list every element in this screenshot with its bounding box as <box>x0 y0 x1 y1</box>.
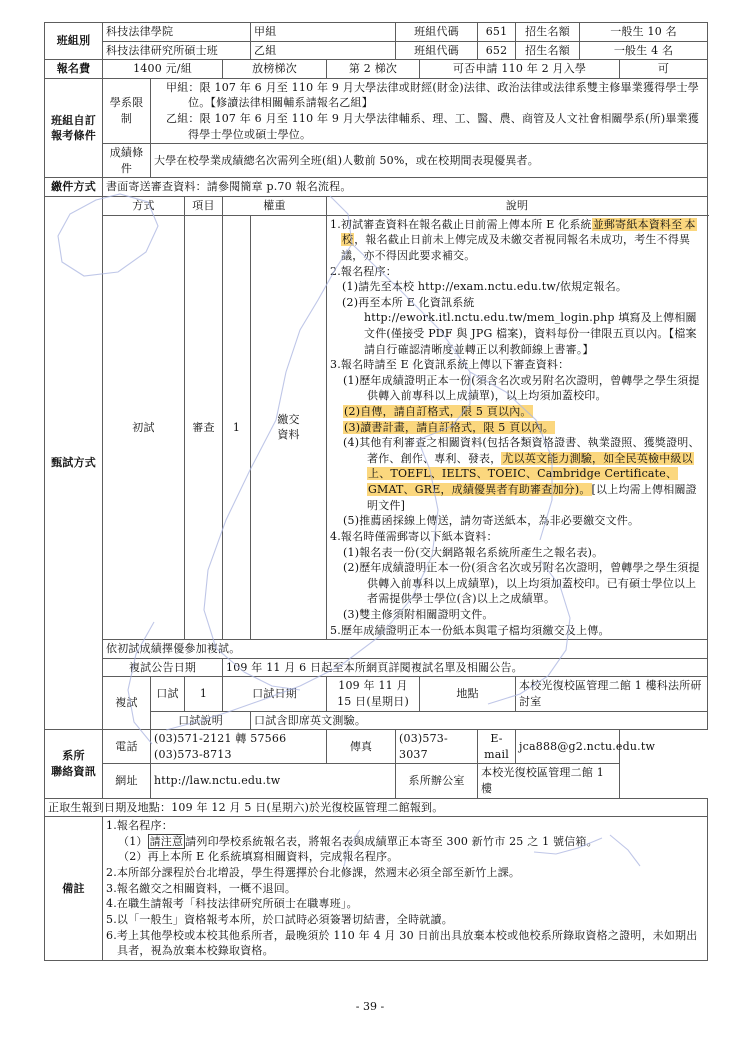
group-b-quota: 一般生 4 名 <box>580 41 708 60</box>
desc-item-3-2-text: (2)自傳，請自訂格式，限 5 頁以內。 <box>344 405 532 419</box>
label-email: E-mail <box>478 730 516 764</box>
desc-item-2-2: (2)再至本所 E 化資訊系統 http://ework.itl.nctu.edu.tw/mem_login.php 填寫及上傳相關文件(僅接受 PDF 與 JPG 檔案)，資料每份一律限五頁以內。【檔案請自行確認清晰度並轉正以利教師線上書審。】 <box>342 295 697 356</box>
label-website: 網址 <box>103 764 151 798</box>
label-contact-info-line1: 系所 <box>62 749 85 763</box>
desc-item-3-1: (1)歷年成績證明正本一份(須含名次或另附名次證明，曾轉學之學生須提供轉入前專科以上成績單)，以上均須加蓋校印。 <box>343 373 700 403</box>
grade-condition-value: 大學在校學業成績總名次需列全班(組)人數前 50%，或在校期間表現優異者。 <box>151 144 708 178</box>
desc-item-2-1: (1)請先至本校 http://exam.nctu.edu.tw/依規定報名。 <box>342 280 628 294</box>
material-label-line1: 繳交 <box>277 412 300 426</box>
remark-item-1-2: （2）再上本所 E 化系統填寫相關資料，完成報名程序。 <box>118 850 399 864</box>
first-stage-weight: 1 <box>223 215 251 639</box>
oral-note-value: 口試含即席英文測驗。 <box>251 711 708 730</box>
desc-item-3-4-post: [以上均需上傳相關證明文件] <box>367 483 697 512</box>
page-number: - 39 - <box>355 1000 385 1013</box>
second-stage-label: 複試 <box>103 677 151 730</box>
table-row-grade-condition <box>45 144 708 178</box>
label-contact-info-line2: 聯絡資訊 <box>51 764 96 778</box>
group-b-code-label: 班組代碼 <box>396 41 478 60</box>
label-second-announce-date: 複試公告日期 <box>103 658 223 677</box>
report-date-text: 正取生報到日期及地點：109 年 12 月 5 日(星期六)於光復校區管理二館報到。 <box>45 798 708 817</box>
first-stage-item: 審查 <box>185 215 223 639</box>
header-weight: 權重 <box>223 197 327 216</box>
application-fee-value: 1400 元/組 <box>103 60 223 79</box>
table-row-group-b <box>45 41 708 60</box>
table-row-selection-headers <box>45 197 708 216</box>
label-remarks: 備註 <box>45 817 103 960</box>
remark-item-1-1 <box>106 834 704 850</box>
table-row-second-announce <box>45 658 708 677</box>
submission-method-value: 書面寄送審查資料：請參閱簡章 p.70 報名流程。 <box>103 178 708 197</box>
second-stage-place-label: 地點 <box>420 677 516 711</box>
dept-limit-group-a: 甲組：限 107 年 6 月至 110 年 9 月大學法律或財經(財金)法律、政治法律或法律系雙主修畢業獲得學士學位。【修讀法律相關輔系請報名乙組】 <box>166 80 699 110</box>
group-b-quota-label: 招生名額 <box>516 41 580 60</box>
remarks-content <box>103 817 708 960</box>
table-row-contact-phone <box>45 730 708 764</box>
label-custom-conditions-line2: 報考條件 <box>51 129 96 143</box>
program-name: 科技法律研究所碩士班 <box>103 41 251 60</box>
remark-item-5: 5.以「一般生」資格報考本所，於口試時必須簽署切結書，全時就讀。 <box>106 912 453 926</box>
label-contact-info <box>45 730 103 798</box>
phone-line-2: (03)573-8713 <box>154 747 232 761</box>
desc-item-3-5: (5)推薦函採線上傳送，請勿寄送紙本，為非必要繳交文件。 <box>343 514 640 528</box>
phone-line-1: (03)571-2121 轉 57566 <box>154 732 287 746</box>
fax-value: (03)573-3037 <box>396 730 478 764</box>
label-submission-method: 繳件方式 <box>45 178 103 197</box>
group-a-quota: 一般生 10 名 <box>580 23 708 42</box>
dept-limit-group-b: 乙組：限 107 年 6 月至 110 年 9 月大學法律輔系、理、工、醫、農、商管及人文社會相關學系(所)畢業獲得學士學位或碩士學位。 <box>166 112 699 141</box>
label-class-group: 班組別 <box>45 23 103 60</box>
first-stage-material-label <box>251 215 327 639</box>
desc-item-3-4-pre: (4)其他有利審查之相關資料(包括各類資格證書、執業證照、獲獎證明、著作、創作、專利、發表， <box>343 436 700 465</box>
label-dept-limit: 學系限制 <box>103 78 151 143</box>
table-row-fee <box>45 60 708 79</box>
second-stage-place-value: 本校光復校區管理二館 1 樓科法所研討室 <box>516 677 708 711</box>
group-a-code-label: 班組代碼 <box>396 23 478 42</box>
header-description: 說明 <box>327 197 708 216</box>
desc-item-3-3-text: (3)讀書計畫，請自訂格式，限 5 頁以內。 <box>344 420 554 434</box>
table-row-group-a <box>45 23 708 42</box>
desc-item-1-highlight-1: 並郵寄紙本資料至 <box>592 217 683 231</box>
second-stage-weight: 1 <box>185 677 223 711</box>
header-item: 項目 <box>185 197 223 216</box>
feb-entry-value: 可 <box>620 60 708 79</box>
group-a-code: 651 <box>478 23 516 42</box>
desc-item-4: 4.報名時僅需郵寄以下紙本資料： <box>330 529 498 543</box>
oral-note-label: 口試說明 <box>151 711 251 730</box>
desc-item-3-2 <box>330 404 704 420</box>
desc-item-2: 2.報名程序： <box>330 264 397 278</box>
second-stage-date-value: 109 年 11 月 15 日(星期日) <box>327 677 420 711</box>
label-phone: 電話 <box>103 730 151 764</box>
label-custom-conditions-line1: 班組自訂 <box>51 113 96 127</box>
remark-item-1-1-prefix: （1） <box>118 834 148 848</box>
material-label-line2: 資料 <box>277 428 300 442</box>
group-a-name: 甲組 <box>251 23 396 42</box>
label-custom-conditions <box>45 78 103 178</box>
label-fax: 傳真 <box>327 730 396 764</box>
table-row-between-note <box>45 640 708 659</box>
desc-item-4-3: (3)雙主修須附相關證明文件。 <box>343 607 494 621</box>
second-stage-item: 口試 <box>151 677 185 711</box>
second-stage-date-label: 口試日期 <box>223 677 327 711</box>
second-announce-date-value: 109 年 11 月 6 日起至本所網頁詳閱複試名單及相關公告。 <box>223 658 708 677</box>
desc-item-4-1: (1)報名表一份(交大網路報名系統所產生之報名表)。 <box>343 545 604 559</box>
remark-item-3: 3.報名繳交之相關資料，一概不退回。 <box>106 881 297 895</box>
label-selection-method <box>45 197 103 730</box>
table-row-dept-limit <box>45 78 708 143</box>
desc-item-5: 5.歷年成績證明正本一份紙本與電子檔均須繳交及上傳。 <box>330 623 610 637</box>
group-b-name: 乙組 <box>251 41 396 60</box>
first-stage-description <box>327 215 708 639</box>
header-method: 方式 <box>103 197 185 216</box>
table-row-submission <box>45 178 708 197</box>
remark-item-6: 6.考上其他學校或本校其他系所者，最晚須於 110 年 4 月 30 日前出具放棄本校或他校系所錄取資格之證明，未如期出具者，視為放棄本校錄取資格。 <box>106 928 698 958</box>
phone-value <box>151 730 327 764</box>
between-stage-note: 依初試成績擇優參加複試。 <box>103 640 708 659</box>
remark-notice-box: 請注意 <box>149 834 184 848</box>
dept-limit-content <box>151 78 708 143</box>
label-selection-method-text: 甄試方式 <box>51 456 96 470</box>
admission-info-table <box>44 22 708 961</box>
desc-item-1-post: ，報名截止日前未上傳完成及未繳交者視同報名未成功，考生不得異議，亦不得因此要求補交。 <box>341 233 691 262</box>
announce-batch-value: 第 2 梯次 <box>327 60 420 79</box>
desc-item-3-4 <box>330 435 704 513</box>
feb-entry-label: 可否申請 110 年 2 月入學 <box>420 60 620 79</box>
desc-item-3: 3.報名時請至 E 化資訊系統上傳以下審查資料： <box>330 358 570 372</box>
desc-item-4-2: (2)歷年成績證明正本一份(須含名次或另附名次證明，曾轉學之學生須提供轉入前專科以上成績單)，以上均須加蓋校印。已有碩士學位以上者需提供學士學位(含)以上之成績單。 <box>343 561 700 606</box>
desc-item-3-4-highlight: 尤以英文能力測驗，如全民英檢中級以上、TOEFL、IELTS、TOEIC、Cambridge Certificate、GMAT、GRE，成績優異者有助審查加分)。 <box>368 451 693 497</box>
group-a-quota-label: 招生名額 <box>516 23 580 42</box>
table-row-second-stage <box>45 677 708 711</box>
desc-item-1-pre: 1.初試審查資料在報名截止日前需上傳本所 E 化系統 <box>330 217 592 231</box>
remark-item-2: 2.本所部分課程於台北增設，學生得選擇於台北修課，然週末必須全部至新竹上課。 <box>106 866 521 880</box>
table-row-remarks <box>45 817 708 960</box>
email-value[interactable]: jca888@g2.nctu.edu.tw <box>516 730 620 764</box>
label-office: 系所辦公室 <box>396 764 478 798</box>
desc-item-3-3 <box>330 420 704 436</box>
office-value: 本校光復校區管理二館 1 樓 <box>478 764 620 798</box>
remark-item-1-1-rest: 請列印學校系統報名表，將報名表與成績單正本寄至 300 新竹市 25 之 1 號信箱。 <box>185 834 598 848</box>
first-stage-method: 初試 <box>103 215 185 639</box>
remark-item-1: 1.報名程序： <box>106 819 173 833</box>
desc-item-1-highlight-2: 本校 <box>342 217 696 247</box>
desc-item-1 <box>330 217 704 264</box>
label-application-fee: 報名費 <box>45 60 103 79</box>
remark-item-4: 4.在職生請報考「科技法律研究所碩士在職專班」。 <box>106 897 358 911</box>
college-name: 科技法律學院 <box>103 23 251 42</box>
group-b-code: 652 <box>478 41 516 60</box>
table-row-contact-web <box>45 764 708 798</box>
table-row-report-date <box>45 798 708 817</box>
table-row-first-stage <box>45 215 708 639</box>
website-value[interactable]: http://law.nctu.edu.tw <box>151 764 396 798</box>
label-grade-condition: 成績條件 <box>103 144 151 178</box>
announce-batch-label: 放榜梯次 <box>223 60 327 79</box>
